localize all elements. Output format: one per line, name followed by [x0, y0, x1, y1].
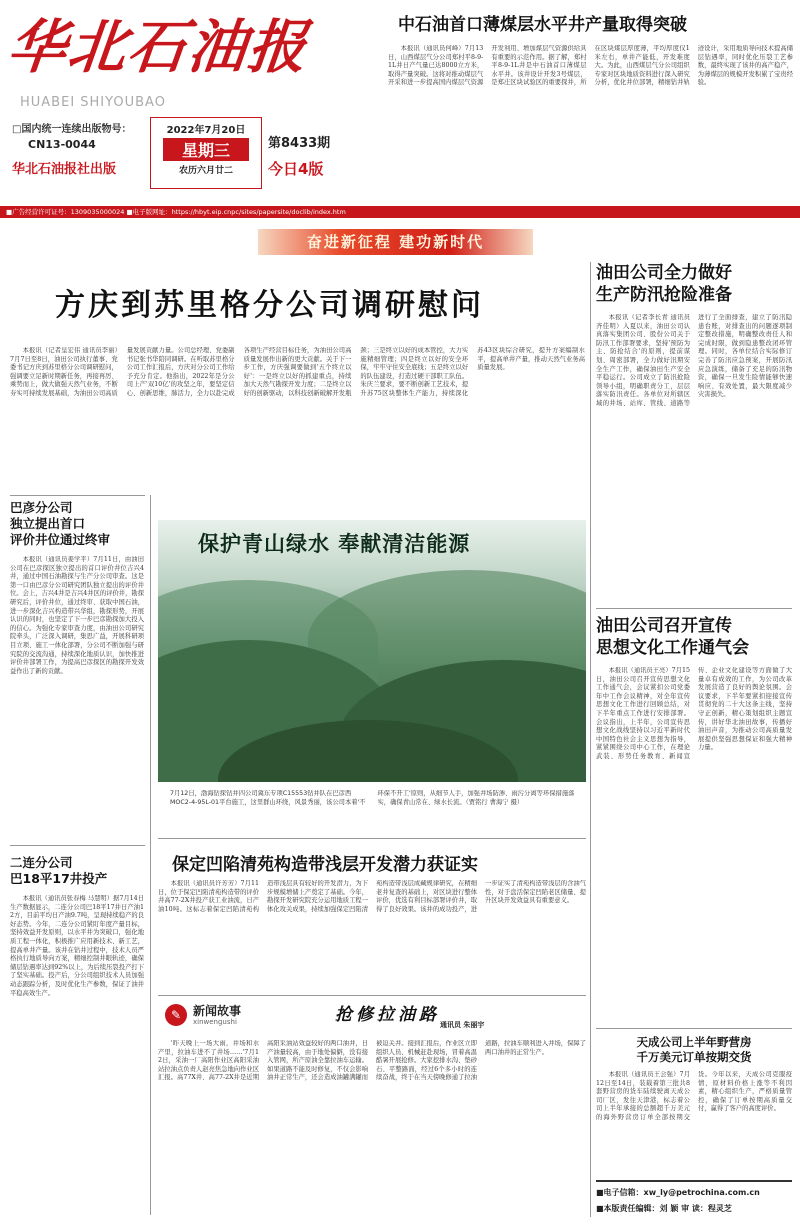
- top-story-headline: 中石油首口薄煤层水平井产量取得突破: [398, 15, 687, 35]
- contact-bar: ■广告经营许可证号：1309035000024 ■电子版网址：https://hbyt.eip.cnpc/sites/papersite/doclib/index.htm: [0, 206, 800, 218]
- campaign-banner: [258, 229, 533, 255]
- lunar-date: 农历六月廿二: [178, 166, 233, 176]
- top-story-body: 本报讯（通讯员何峰）7月13日，山西煤层气分公司郑村平8-9-1L井日产气量已达8000立方米，取得产量突破。这将对推动煤层气开采和进一步提高国内煤层气资源开发利用、增加煤层气资源供给具有重要的示范作用。据了解，郑村平8-9-1L井是中石油首口薄煤层水平井。该井设计开发3号煤层，是郑庄区块试验区的重要探井，所在区块煤层厚度薄，平均厚度仅1米左右，单井产能低，开发难度大。为此，山西煤层气分公司组织专家对区块地质资料进行深入研究分析，优化井位部署，精细钻井轨迹设计，采用地质导向技术提高储层钻遇率，同时优化压裂工艺参数，最终实现了该井的高产稳产，为薄煤层的规模开发积累了宝贵经验。: [388, 45, 793, 87]
- issue-date: 2022年7月20日: [166, 125, 246, 136]
- left-story-a-body: 本报讯（通讯员姜学平）7月11日，由油田公司在巴彦探区独立提出的首口评价井位吉兴4井，通过中国石油勘探与生产分公司审查。这是第一口由巴彦分公司研究团队独立提出的评价井位。会上，吉兴4井是吉兴4井区的评价井，勘探研究后，评价井位，通过终审、获取中国石油，进一步深化吉兴构造带兴华组，勘探形势，开展认识的同时，也坚定了下一步巴彦勘探加大投入的信心。为强化专家审查力度，由油田公司研究院牵头，广泛深入调研，集思广益，开展科研项目立项、施工一体化部署，分公司不断加强与研究院的交流沟通，持续深化地质认识，加快推进评价井部署工作，为提高巴彦探区的勘探开发效益作出了新的贡献。: [10, 556, 144, 675]
- page-count: 今日4版: [268, 160, 324, 178]
- left-story-b: [10, 855, 144, 1215]
- lead-story-body: 本报讯（记者皇宏伟 通讯员李丽）7月7日至8日，油田公司执行董事、党委书记方庆到苏里格分公司调研慰问，强调要立足新时期新任务，再接再厉、乘势而上，做大做强天然气业务，不断夯实可持续发展基础，为油田公司高质量发展贡献力量。公司总经理、党委副书记张书华陪同调研。在听取苏里格分公司工作汇报后，方庆对分公司工作给予充分肯定。他指出，2022年是分公司上产'双10亿'的攻坚之年，要坚定信心、创新思维，肺活力，全力以赴完成各项生产经营目标任务，为油田公司高质量发展作出新的更大贡献。关于下一步工作，方庆强调要做到'五个终立以好'：一是终立以好的抓建重点，持续加大天然气勘探开发力度；二是终立以好的创新驱动，以科技创新破解开发瓶颈；三是终立以好的成本管控，大力实施精细管理；四是终立以好的安全环保，牢牢守住安全底线；五是终立以好的队伍建设，打造过硬干部职工队伍。朱庆兰要求，要不断创新工艺技术，提升苏75区块整体生产能力，持续深化苏43区块综合研究，提升方案编制水平，提高单井产量，推动天然气业务高质量发展。: [10, 347, 585, 397]
- masthead-pinyin: HUABEI SHIYOUBAO: [20, 95, 166, 110]
- right-story-a-body: 本报讯（记者李长青 通讯员齐佳明）入夏以来，油田公司认真落实集团公司、股份公司关于防汛工作部署要求，坚持'预防为主、防抢结合'的原则，提前谋划、周密部署，全力做好汛期安全生产工作，确保油田生产安全平稳运行。公司成立了防汛抢险领导小组，明确职责分工，层层落实防汛责任。各单位对所辖区域的井场、站库、管线、道路等进行了全面排查，建立了防汛隐患台账，对排查出的问题逐项制定整改措施，明确整改责任人和完成时限，做到隐患整改闭环管理。同时，各单位结合实际修订完善了防汛应急预案，开展防汛应急演练，储备了充足的防汛物资，确保一旦发生险情能够快速响应、有效处置，最大限度减少灾害损失。: [596, 314, 792, 407]
- right-story-a-headline: 油田公司全力做好 生产防汛抢险准备: [596, 263, 732, 305]
- bottom-story-headline: 保定凹陷清苑构造带浅层开发潜力获证实: [172, 855, 478, 875]
- feature-label-text: 新闻故事: [193, 1004, 242, 1018]
- footer: [596, 1180, 792, 1220]
- right-story-b-headline: 油田公司召开宣传 思想文化工作通气会: [596, 616, 749, 658]
- bottom-story-body: 本报讯（通讯员许芳芳）7月11日，位于保定凹陷清苑构造带的评价井高77-2X井投产获工业油流，日产油10吨。这标志着保定凹陷清苑构造带浅层具有较好的开发潜力，为下步规模增储上产奠定了基础。今年，勘探开发研究院充分运用地质工程一体化攻关成果，持续加强保定凹陷清苑构造带浅层成藏规律研究，在精细老井复查的基础上，对区块进行整体评价，优选有利目标部署评价井，取得了良好效果。该井的成功投产，进一步证实了清苑构造带浅层的含油气性，对于盘活保定凹陷老区储量、提升区块开发效益具有重要意义。: [158, 880, 586, 913]
- campaign-banner-text: 奋进新征程 建功新时代: [306, 233, 485, 251]
- photo-title: 保护青山绿水 奉献清洁能源: [198, 532, 471, 556]
- publisher: 华北石油报社出版: [12, 162, 117, 177]
- left-story-a-headline: 巴彦分公司 独立提出首口 评价井位通过终审: [10, 500, 111, 547]
- top-story: [388, 10, 793, 202]
- feature-label-pinyin: xinwengushi: [193, 1018, 237, 1026]
- right-story-a: [596, 262, 792, 600]
- feature-headline: 抢修拉油路: [335, 1005, 440, 1025]
- issn-label: □国内统一连续出版物号：: [12, 124, 132, 135]
- cn-number: CN13-0044: [28, 138, 96, 151]
- footer-email: ■电子信箱：xw_ly@petrochina.com.cn: [596, 1188, 760, 1197]
- weekday: 星期三: [163, 138, 249, 161]
- footer-editors: ■本版责任编辑：刘 颖 审 读：程灵芝: [596, 1204, 732, 1213]
- masthead: [0, 0, 380, 205]
- issue-number: 第8433期: [268, 136, 331, 151]
- feature-byline: 通讯员 朱丽宇: [440, 1021, 485, 1029]
- news-story-icon: ✎: [165, 1004, 187, 1026]
- left-story-b-body: 本报讯（通讯员张春梅 马慧明）据7月14日生产数据显示，二连分公司巴18平17井日产油12方，目前平均日产油9.7吨，呈现持续稳产的良好态势。今年，二连分公司紧盯年度产量目标，坚持效益开发原则，以水平井为突破口，强化地质工程一体化，积极推广应用新技术、新工艺，提高单井产量。该井在钻井过程中，技术人员严格执行地质导向方案，精细控制井眼轨迹，确保储层钻遇率达到92%以上，为后续压裂投产打下了坚实基础。投产后，分公司组织技术人员加强动态跟踪分析，及时优化生产参数，保证了油井平稳高效生产。: [10, 895, 144, 997]
- feature-column-label: [165, 1002, 265, 1032]
- right-story-c: [596, 1035, 792, 1175]
- left-story-a: [10, 500, 144, 840]
- lead-story-headline: 方庆到苏里格分公司调研慰问: [55, 288, 484, 323]
- feature-body: '昨天晚上一场大雨，井场和水产里，拉油车进不了井场……'7月12日，采油一厂高阳作业区高阳采油站拉油点负责人赵亮焦急地向作业区汇报。高77X井、高77-2X井是近期高阳采油站效益较好的两口油井，日产油量较高，由于地处偏僻，没有接入管网，所产原油全靠拉油车运输。如果道路不能及时修复，不仅会影响油井正常生产，还会造成油罐满罐而被迫关井。接到汇报后，作业区立即组织人员、机械赶赴现场，冒着高温酷暑开展抢修。大家挖排水沟、垫砂石、平整路面，经过6个多小时的连续奋战，终于在当天傍晚修通了拉油道路，拉油车顺利进入井场，保障了两口油井的正常生产。: [158, 1040, 586, 1082]
- photo-caption: 7月12日，渤海钻探钻井四公司冀东专项C15553钻井队在巴彦西MOC2-4-95L-01平台施工，这里群山环绕，风景秀丽，该公司本着'不环保不开工'原则，从细节人手，加强井场防渗、雨污分离等环保措施落实，确保青山常在、绿水长流。（贾铭行 曹海宁 摄）: [170, 790, 575, 806]
- left-story-b-headline: 二连分公司 巴18平17井投产: [10, 855, 108, 886]
- date-block: [150, 117, 262, 189]
- issn-block: [12, 120, 142, 177]
- right-story-b-body: 本报讯（通讯员王亮）7月15日，油田公司召开宣传思想文化工作通气会，会议紧扣公司党委年中工作会议精神，对全年宣传思想文化工作进行回顾总结，对下半年重点工作进行安排部署。会议指出，上半年，公司宣传思想文化战线坚持以习近平新时代中国特色社会主义思想为指导，紧紧围绕公司中心工作，在理论武装、形势任务教育、新闻宣传、企业文化建设等方面做了大量卓有成效的工作，为公司改革发展营造了良好的舆论氛围。会议要求，下半年要紧扣迎接宣传贯彻党的二十大这条主线，坚持守正创新，精心策划组织主题宣传，讲好华北油田故事，传播好油田声音，为推动公司高质量发展提供坚强思想保证和强大精神力量。: [596, 667, 792, 760]
- right-story-c-headline: 天成公司上半年野营房 千万美元订单按期交货: [636, 1035, 752, 1064]
- feature-photo: [158, 520, 586, 782]
- masthead-title: 华北石油报: [4, 13, 312, 81]
- right-story-c-body: 本报讯（通讯员王会强）7月12日至14日，装载着第三批共8套野营房的货车陆续驶离天成公司厂区，发往天津港，标志着公司上半年承接的总额超千万美元的海外野营房订单全部按期交货。今年以来，天成公司克服疫情、原材料价格上涨等不利因素，精心组织生产，严格质量管控，确保了订单按期高质量交付，赢得了客户的高度评价。: [596, 1071, 792, 1121]
- right-story-b: [596, 615, 792, 1015]
